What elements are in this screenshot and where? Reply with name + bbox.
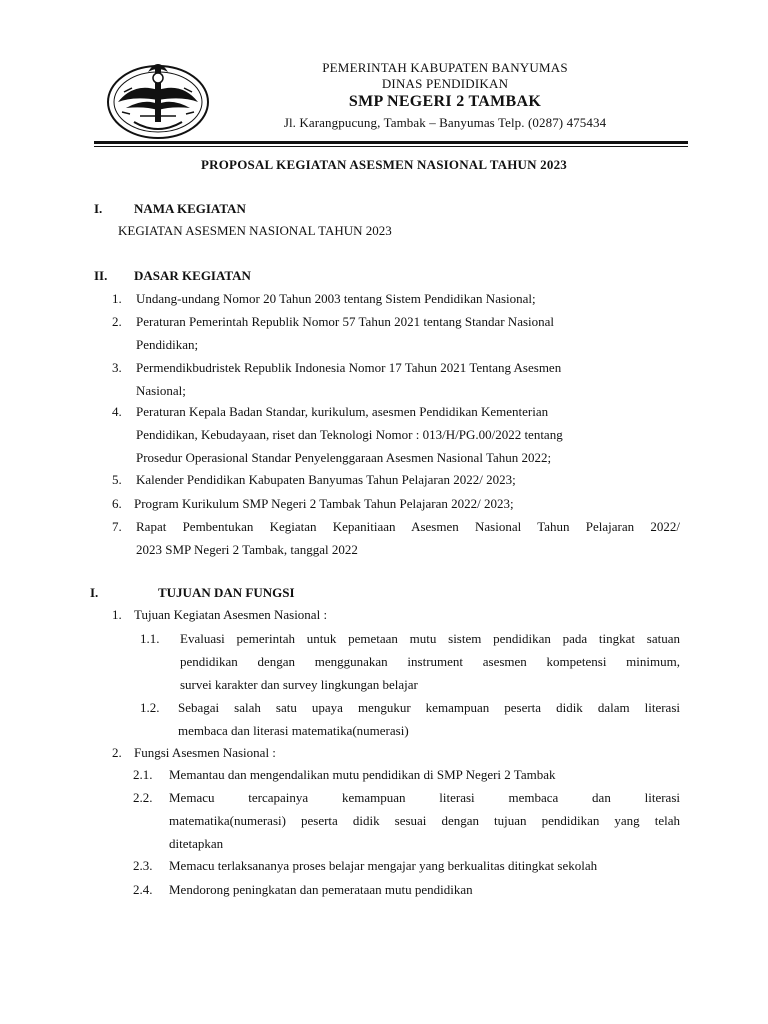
section-2-number: II. [94, 268, 108, 283]
section-2-title: DASAR KEGIATAN [134, 268, 251, 283]
section-3-number: I. [90, 585, 99, 600]
section-1-heading [94, 201, 394, 217]
letterhead-address: Jl. Karangpucung, Tambak – Banyumas Telp. (0287) 475434 [283, 115, 607, 130]
section-1-title: NAMA KEGIATAN [134, 201, 246, 216]
document-page: PEMERINTAH KABUPATEN BANYUMAS DINAS PENDIDIKAN SMP NEGERI 2 TAMBAK Jl. Karangpucung, Tambak – Banyumas Telp. (0287) 475434 PROPOSAL KEGIATAN ASESMEN NASIONAL TAHUN 2023 I. NAMA KEGIATAN KEGIATAN ASESMEN NASIONAL TAHUN 2023 II. DASAR KEGIATAN 1. Undang-undang Nomor 20 Tahun 2003 tentang Sistem Pendidikan Nasional; 2. Peraturan Pemerintah Republik Nomor 57 Tahun 2021 tentang Standar Nasional Pendidikan; 3. Permendikbudristek Republik Indonesia Nomor 17 Tahun 2021 Tentang Asesmen Nasional; 4. Peraturan Kepala Badan Standar, kurikulum, asesmen Pendidikan Kementerian Pendidikan, Kebudayaan, riset dan Teknologi Nomor : 013/H/PG.00/2022 tentang Prosedur Operasional Standar Penyelenggaraan Asesmen Nasional Tahun 2022; 5. Kalender Pendidikan Kabupaten Banyumas Tahun Pelajaran 2022/ 2023; 6. Program Kurikulum SMP Negeri 2 Tambak Tahun Pelajaran 2022/ 2023; 7. Rapat Pembentukan Kegiatan Kepanitiaan Asesmen Nasional Tahun Pelajaran 2022/ 2023 SMP Negeri 2 Tambak, tanggal 2022 I. TUJUAN DAN FUNGSI 1. Tujuan Kegiatan Asesmen Nasional : 1.1. Evaluasi pemerintah untuk pemetaan mutu sistem pendidikan pada tingkat satuan pendidikan dengan menggunakan instrument asesmen kompetensi minimum, survei karakter dan survey lingkungan belajar 1.2. Sebagai salah satu upaya mengukur kemampuan peserta didik dalam literasi membaca dan literasi matematika(numerasi) 2. Fungsi Asesmen Nasional : 2.1. Memantau dan mengendalikan mutu pendidikan di SMP Negeri 2 Tambak 2.2. Memacu tercapainya kemampuan literasi membaca dan literasi matematika(numerasi) peserta didik sesuai dengan tujuan pendidikan yang telah ditetapkan 2.3. Memacu terlaksananya proses belajar mengajar yang berkualitas ditingkat sekolah 2.4. Mendorong peningkatan dan pemerataan mutu pendidikan [0, 0, 768, 1024]
section-3-title: TUJUAN DAN FUNGSI [158, 585, 295, 600]
letterhead-divider-thick [94, 141, 688, 144]
section-3-heading [90, 585, 410, 601]
letterhead-divider-thin [94, 146, 688, 147]
letterhead-department: DINAS PENDIDIKAN [381, 76, 509, 91]
section-2-heading [94, 268, 394, 284]
banyumas-emblem-icon [104, 52, 212, 144]
letterhead [250, 60, 640, 132]
document-title: PROPOSAL KEGIATAN ASESMEN NASIONAL TAHUN 2023 [201, 157, 567, 172]
letterhead-school-name: SMP NEGERI 2 TAMBAK [348, 93, 542, 110]
letterhead-government: PEMERINTAH KABUPATEN BANYUMAS [322, 60, 568, 75]
section-1-number: I. [94, 201, 103, 216]
section-1-body: KEGIATAN ASESMEN NASIONAL TAHUN 2023 [118, 223, 392, 238]
